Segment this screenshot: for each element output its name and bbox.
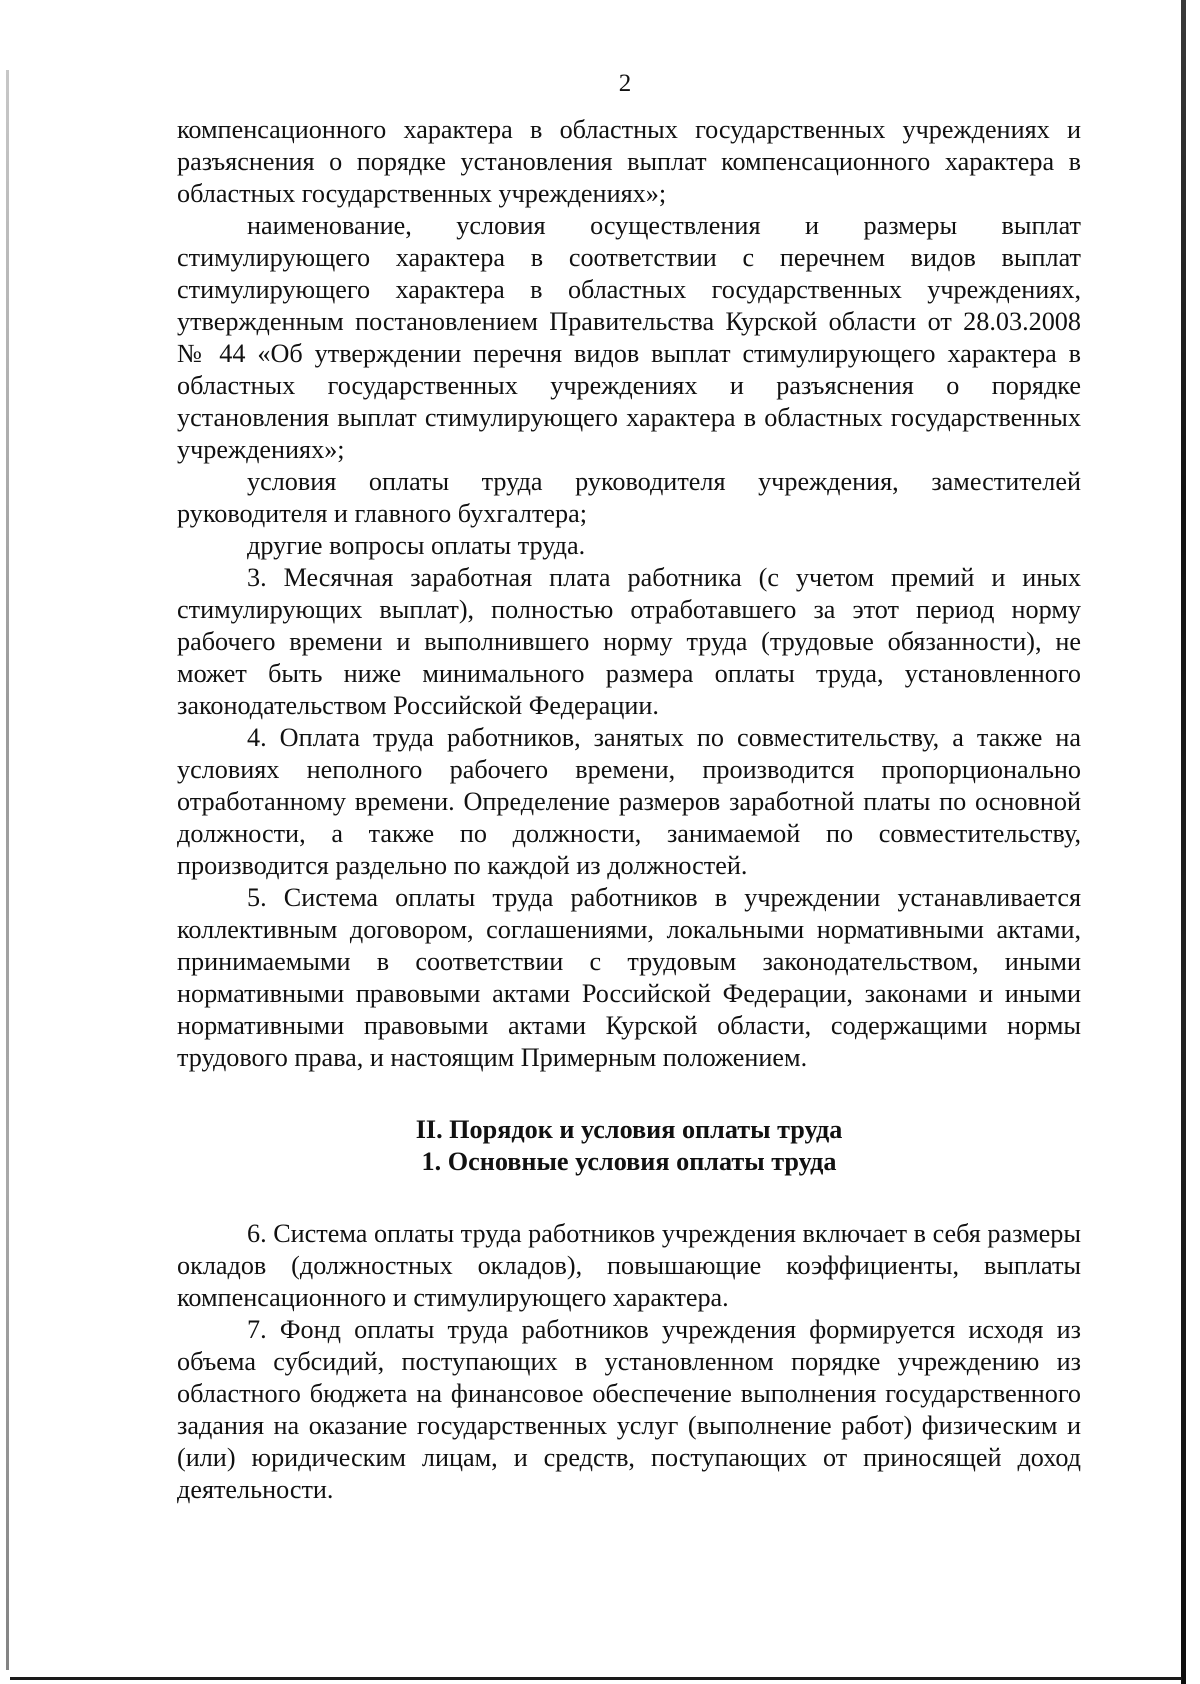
scan-edge-right — [1181, 0, 1186, 1684]
scan-edge-left — [6, 70, 9, 1670]
paragraph-item-3: 3. Месячная заработная плата работника (с учетом премий и иных стимулирующих выплат), полностью отработавшего за этот период норму рабочего времени и выполнившего норму труда (трудовые обязанности), не может быть ниже минимального размера оплаты труда, установленного законодательством Российской Федерации. — [177, 563, 1081, 720]
paragraph-stimulating-payments: наименование, условия осуществления и размеры выплат стимулирующего характера в соответствии с перечнем видов выплат стимулирующего характера в областных государственных учреждениях, утвержденным постановлением Правительства Курской области от 28.03.2008 № 44 «Об утверждении перечня видов выплат стимулирующего характера в областных государственных учреждениях и разъяснения о порядке установления выплат стимулирующего характера в областных государственных учреждениях»; — [177, 211, 1081, 464]
paragraph-other-questions: другие вопросы оплаты труда. — [247, 531, 586, 560]
subsection-heading: 1. Основные условия оплаты труда — [421, 1147, 837, 1176]
section-heading-block — [177, 1114, 1081, 1178]
paragraph-item-6: 6. Система оплаты труда работников учреждения включает в себя размеры окладов (должностных окладов), повышающие коэффициенты, выплаты компенсационного и стимулирующего характера. — [177, 1219, 1081, 1312]
section-heading: II. Порядок и условия оплаты труда — [415, 1115, 843, 1144]
paragraph-continuation: компенсационного характера в областных государственных учреждениях и разъяснения о порядке установления выплат компенсационного характера в областных государственных учреждениях»; — [177, 115, 1081, 208]
scan-edge-bottom — [10, 1677, 1182, 1680]
document-body — [177, 114, 1081, 1506]
paragraph-head-payment-conditions: условия оплаты труда руководителя учреждения, заместителей руководителя и главного бухгалтера; — [177, 467, 1081, 528]
paragraph-item-7: 7. Фонд оплаты труда работников учреждения формируется исходя из объема субсидий, поступающих в установленном порядке учреждению из областного бюджета на финансовое обеспечение выполнения государственного задания на оказание государственных услуг (выполнение работ) физическим и (или) юридическим лицам, и средств, поступающих от приносящей доход деятельности. — [177, 1315, 1081, 1504]
paragraph-item-5: 5. Система оплаты труда работников в учреждении устанавливается коллективным договором, соглашениями, локальными нормативными актами, принимаемыми в соответствии с трудовым законодательством, иными нормативными правовыми актами Российской Федерации, законами и иными нормативными правовыми актами Курской области, содержащими нормы трудового права, и настоящим Примерным положением. — [177, 883, 1081, 1072]
page-number: 2 — [618, 70, 632, 97]
paragraph-item-4: 4. Оплата труда работников, занятых по совместительству, а также на условиях неполного рабочего времени, производится пропорционально отработанному времени. Определение размеров заработной платы по основной должности, а также по должности, занимаемой по совместительству, производится раздельно по каждой из должностей. — [177, 723, 1081, 880]
